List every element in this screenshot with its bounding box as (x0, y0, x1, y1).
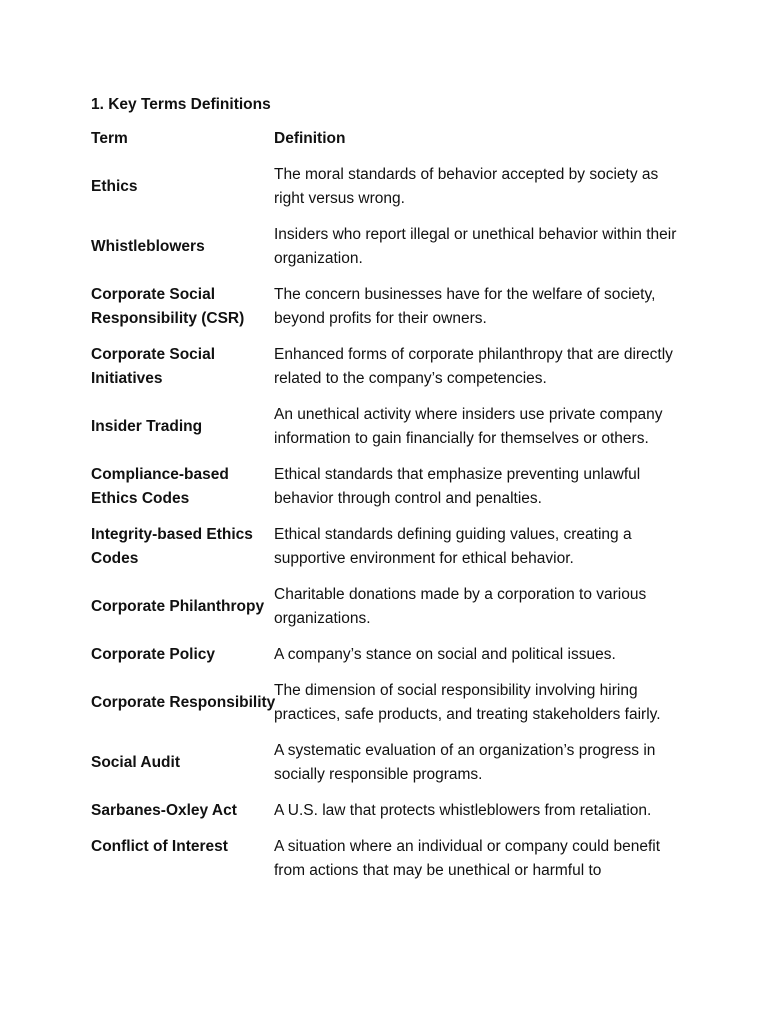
table-row (91, 463, 691, 523)
definition-cell: Insiders who report illegal or unethical behavior within their organization. (274, 226, 677, 267)
term-cell: Corporate Policy (91, 646, 216, 663)
definition-cell: A situation where an individual or company could benefit from actions that may be unethical or harmful to (274, 838, 661, 879)
definition-cell: Enhanced forms of corporate philanthropy that are directly related to the company’s competencies. (274, 346, 673, 387)
term-cell: Corporate Philanthropy (91, 598, 265, 615)
term-cell: Ethics (91, 178, 138, 195)
table-row (91, 163, 691, 223)
term-cell: Compliance-based Ethics Codes (91, 466, 229, 507)
term-cell: Conflict of Interest (91, 838, 228, 855)
section-title: 1. Key Terms Definitions (91, 96, 271, 113)
definition-cell: The concern businesses have for the welfare of society, beyond profits for their owners. (274, 286, 656, 327)
term-cell: Social Audit (91, 754, 180, 771)
table-row (91, 799, 691, 835)
term-cell: Corporate Social Responsibility (CSR) (91, 286, 245, 327)
definition-cell: A U.S. law that protects whistleblowers from retaliation. (274, 802, 652, 819)
term-column-header: Term (91, 130, 128, 147)
term-cell: Integrity-based Ethics Codes (91, 526, 253, 567)
definition-cell: A systematic evaluation of an organization’s progress in socially responsible programs. (274, 742, 656, 783)
table-row (91, 739, 691, 799)
table-row (91, 343, 691, 403)
table-row (91, 283, 691, 343)
definition-cell: An unethical activity where insiders use private company information to gain financially for themselves or others. (274, 406, 663, 447)
table-row (91, 643, 691, 679)
table-row (91, 835, 691, 895)
table-header-row (91, 127, 691, 163)
definition-cell: Ethical standards that emphasize preventing unlawful behavior through control and penalties. (274, 466, 641, 507)
term-cell: Whistleblowers (91, 238, 205, 255)
table-row (91, 523, 691, 583)
key-terms-table (91, 127, 691, 895)
definition-cell: The moral standards of behavior accepted by society as right versus wrong. (274, 166, 659, 207)
term-cell: Corporate Social Initiatives (91, 346, 216, 387)
definition-column-header: Definition (274, 130, 346, 147)
term-cell: Insider Trading (91, 418, 203, 435)
table-row (91, 223, 691, 283)
term-cell: Sarbanes-Oxley Act (91, 802, 237, 819)
table-row (91, 583, 691, 643)
term-cell: Corporate Responsibility (91, 694, 276, 711)
definition-cell: Ethical standards defining guiding values, creating a supportive environment for ethical behavior. (274, 526, 632, 567)
definition-cell: The dimension of social responsibility involving hiring practices, safe products, and treating stakeholders fairly. (274, 682, 661, 723)
table-row (91, 403, 691, 463)
table-row (91, 679, 691, 739)
definition-cell: A company’s stance on social and political issues. (274, 646, 616, 663)
definition-cell: Charitable donations made by a corporation to various organizations. (274, 586, 647, 627)
